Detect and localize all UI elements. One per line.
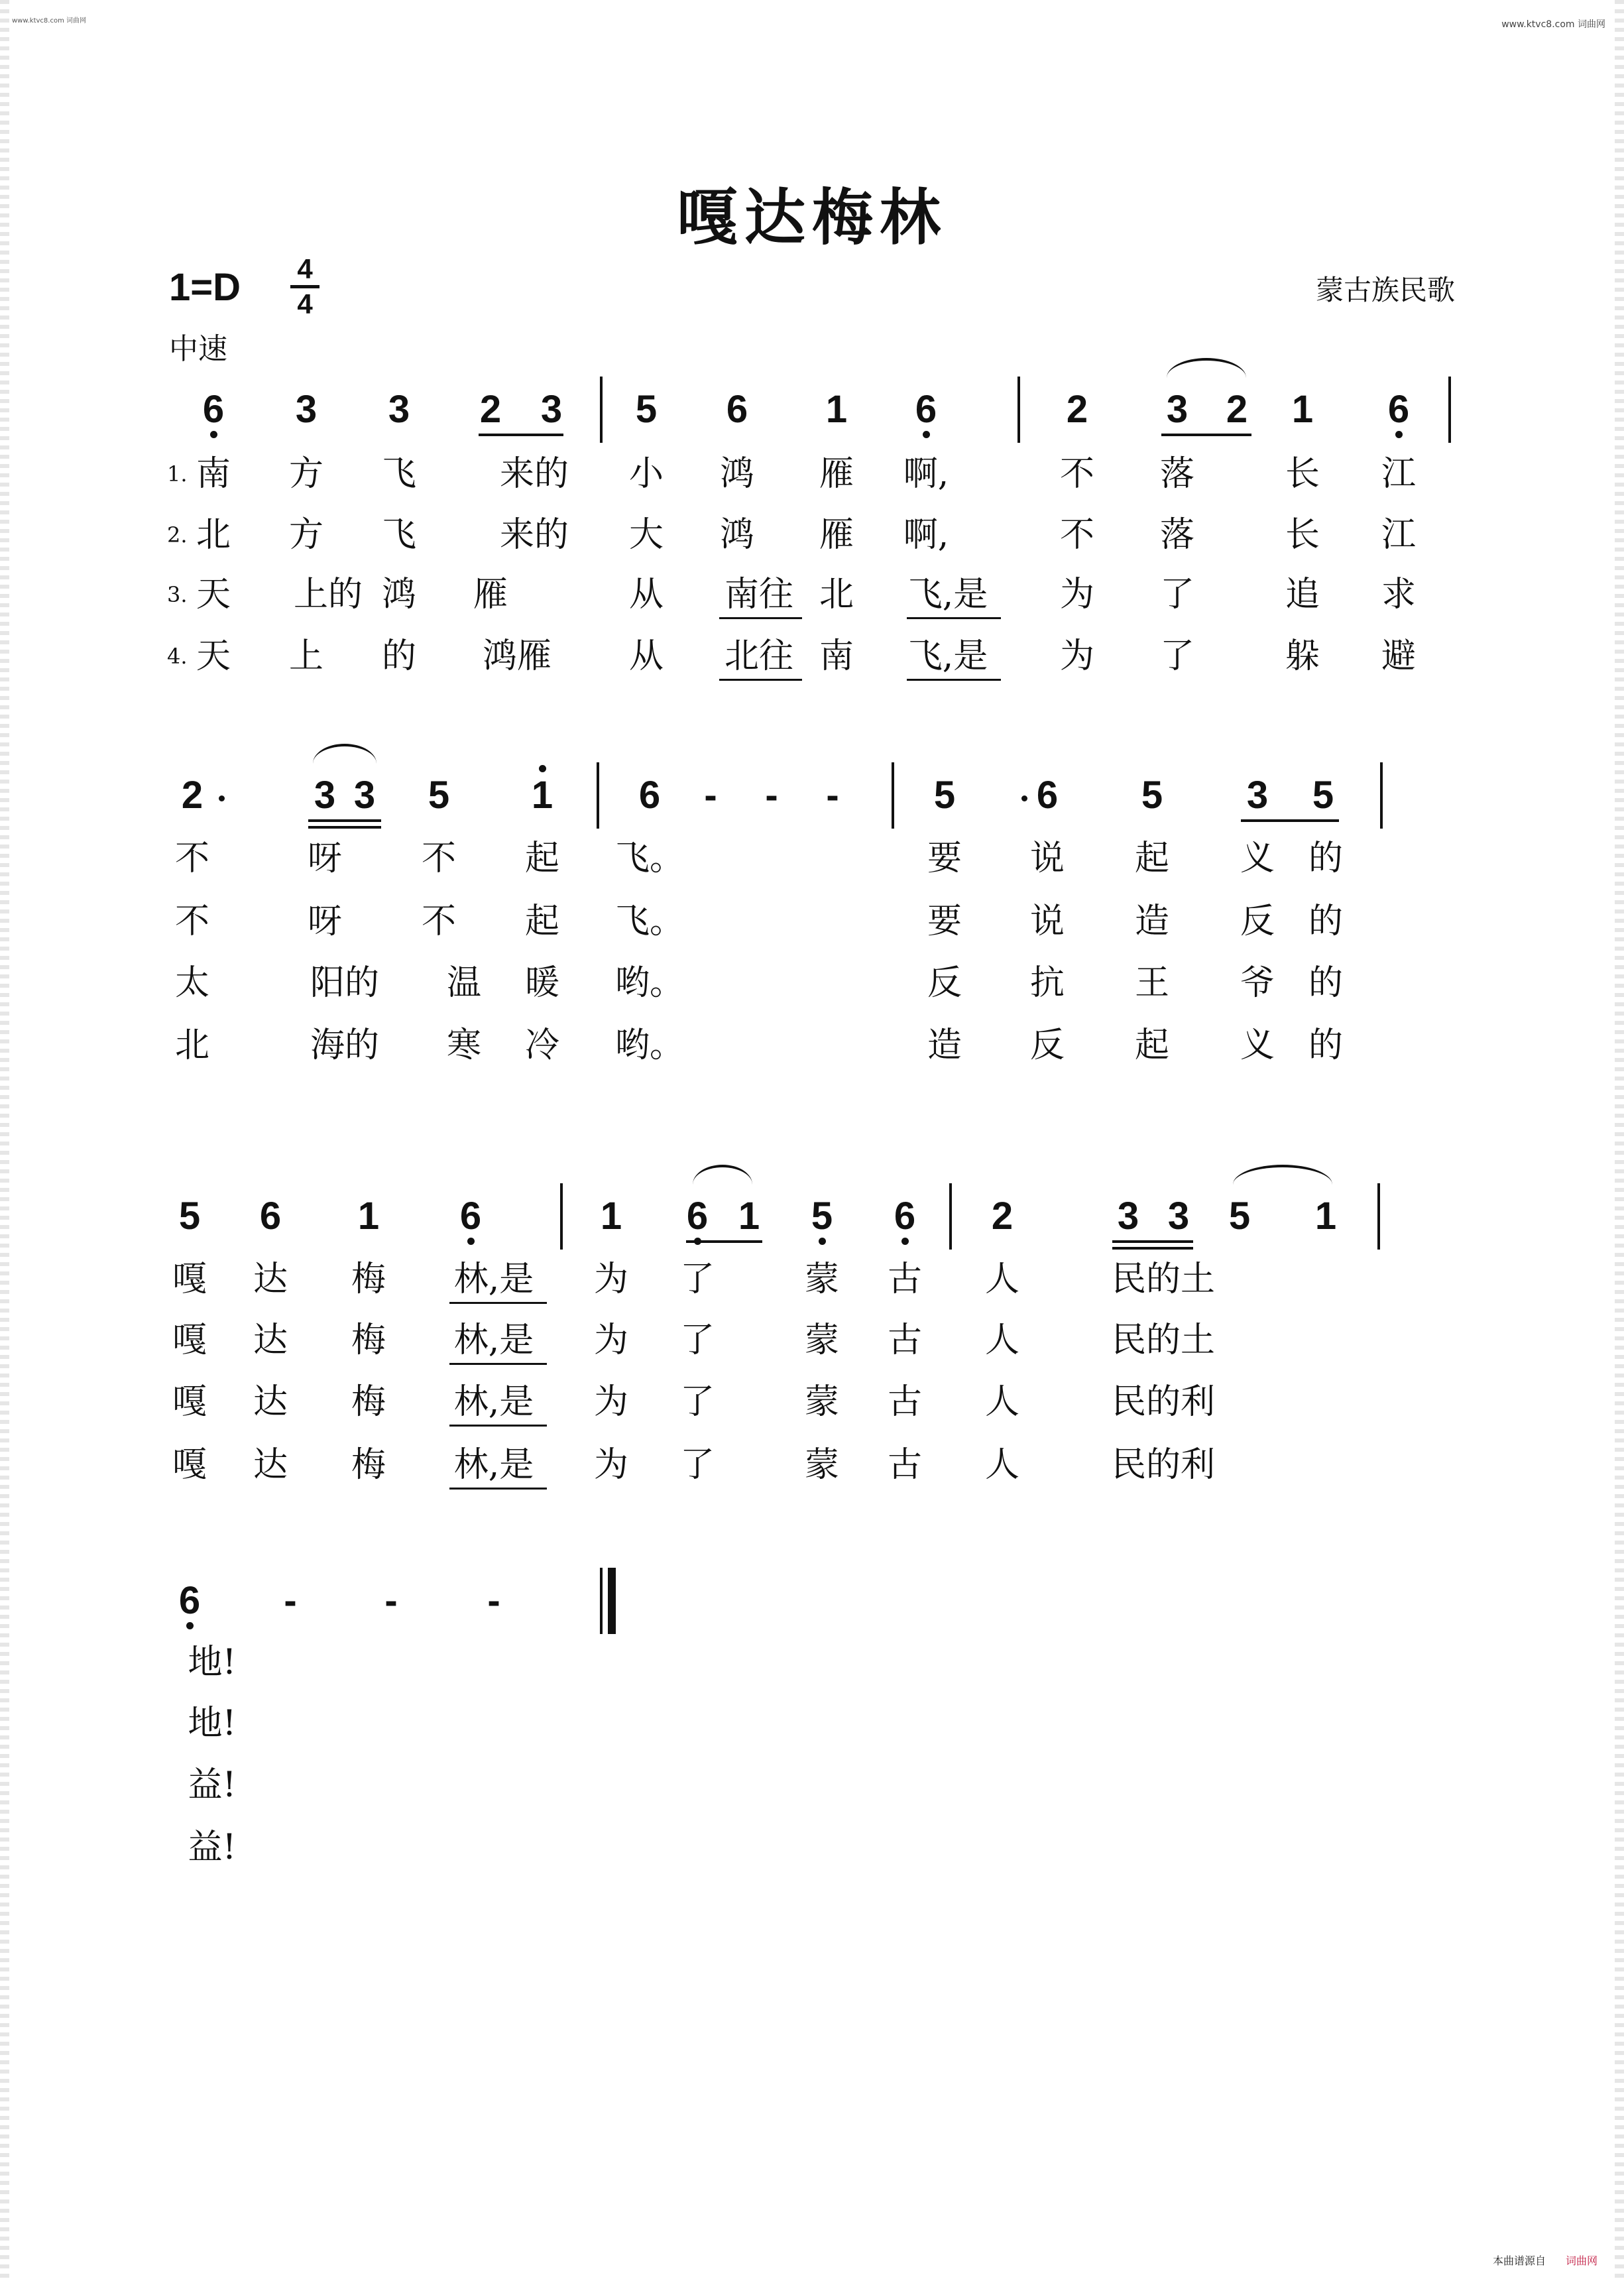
lyric-syllable: 嘎 [172,1259,207,1299]
note: 5 [635,388,658,431]
eighth-underline [1161,434,1251,436]
lyric-syllable: 嘎 [172,1445,207,1485]
note: - [765,774,778,817]
eighth-underline [1112,1240,1193,1243]
lyric-syllable: 为 [593,1320,628,1360]
lyric-syllable: 鸿 [719,454,754,494]
lyric-syllable: 蒙 [804,1320,839,1360]
lyric-syllable: 义 [1240,839,1275,878]
site-watermark-top-left: www.ktvc8.com 词曲网 [12,17,87,25]
low-octave-dot [1395,431,1403,438]
lyric-syllable: 天 [196,636,231,676]
note: - [704,774,717,817]
lyric-syllable: 达 [253,1382,288,1422]
lyric-syllable: 了 [1159,636,1194,676]
time-signature [290,255,319,318]
lyric-syllable: 不 [421,839,456,878]
lyric-syllable: 飞,是 [907,636,988,676]
lyric-syllable: 江 [1381,515,1416,555]
lyric-syllable: 林,是 [453,1382,534,1422]
note: 5 [1312,774,1334,817]
lyric-syllable: 飞 [381,454,416,494]
barline [1448,377,1451,443]
lyric-syllable: 南往 [724,575,793,615]
lyric-syllable: 林,是 [453,1259,534,1299]
lyric-syllable: 海的 [310,1025,379,1065]
lyric-syllable: 起 [1134,839,1169,878]
lyric-syllable: 哟。 [614,1025,684,1065]
lyric-syllable: 达 [253,1320,288,1360]
lyric-syllable: 南 [196,454,231,494]
lyric-syllable: 说 [1029,902,1065,941]
page-footer [1493,2253,1597,2268]
note: 3 [1246,774,1269,817]
lyric-syllable: 不 [1059,454,1094,494]
site-watermark-top-right: www.ktvc8.com 词曲网 [1501,19,1605,30]
lyric-syllable: 益! [188,1765,237,1805]
lyric-underline [449,1363,547,1365]
lyric-syllable: 为 [593,1259,628,1299]
lyric-syllable: 落 [1159,454,1194,494]
lyric-syllable: 林,是 [453,1320,534,1360]
lyric-syllable: 来的 [499,454,569,494]
note: 6 [894,1195,916,1238]
low-octave-dot [186,1622,194,1629]
lyric-syllable: 了 [1159,575,1194,615]
footer-source-label: 本曲谱源自 [1492,2254,1546,2267]
lyric-underline [449,1425,547,1427]
lyric-syllable: 长 [1285,454,1320,494]
lyric-syllable: 要 [927,902,962,941]
lyric-syllable: 蒙 [804,1259,839,1299]
lyric-syllable: 的 [381,636,416,676]
lyric-syllable: 梅 [351,1320,386,1360]
lyric-syllable: 嘎 [172,1320,207,1360]
note: 1 [1314,1195,1337,1238]
barline [560,1183,563,1250]
note: 1 [825,388,848,431]
note: - [384,1579,398,1622]
lyric-syllable: 古 [887,1259,922,1299]
lyric-syllable: 蒙 [804,1445,839,1485]
lyric-syllable: 反 [1240,902,1275,941]
lyric-syllable: 达 [253,1259,288,1299]
lyric-syllable: 地! [188,1704,237,1743]
lyric-syllable: 益! [188,1828,237,1867]
lyric-syllable: 说 [1029,839,1065,878]
note: 1 [738,1195,760,1238]
lyric-syllable: 林,是 [453,1445,534,1485]
lyric-syllable: 梅 [351,1382,386,1422]
note: 3 [295,388,318,431]
note: 3 [1166,388,1189,431]
lyric-syllable: 飞。 [614,839,684,878]
lyric-underline [907,617,1001,619]
low-octave-dot [819,1238,826,1245]
lyric-syllable: 北 [196,515,231,555]
augmentation-dot [1021,795,1027,801]
note: 5 [1228,1195,1251,1238]
note: 3 [314,774,336,817]
lyric-syllable: 避 [1381,636,1416,676]
lyric-syllable: 呀 [307,902,342,941]
barline [1380,762,1383,829]
final-barline [608,1568,616,1634]
lyric-syllable: 雁 [819,454,854,494]
lyric-syllable: 要 [927,839,962,878]
lyric-syllable: 暖 [524,963,559,1003]
lyric-syllable: 起 [524,902,559,941]
lyric-syllable: 了 [679,1320,715,1360]
lyric-syllable: 的 [1308,963,1343,1003]
lyric-syllable: 小 [628,454,664,494]
lyric-syllable: 民的土 [1111,1259,1215,1299]
lyric-syllable: 北 [819,575,854,615]
note: 5 [811,1195,833,1238]
verse-number: 4. [167,644,188,669]
lyric-syllable: 的 [1308,1025,1343,1065]
time-signature-top: 4 [297,253,313,284]
lyric-syllable: 长 [1285,515,1320,555]
lyric-syllable: 了 [679,1445,715,1485]
song-title: 嘎达梅林 [676,182,947,253]
sixteenth-underline [308,826,381,829]
note: - [284,1579,297,1622]
lyric-syllable: 北 [174,1025,209,1065]
barline [600,377,603,443]
lyric-syllable: 落 [1159,515,1194,555]
verse-number: 2. [167,522,188,548]
lyric-syllable: 飞。 [614,902,684,941]
lyric-syllable: 义 [1240,1025,1275,1065]
note: 3 [388,388,410,431]
lyric-syllable: 方 [288,454,323,494]
lyric-syllable: 梅 [351,1259,386,1299]
verse-number: 3. [167,582,188,607]
footer-site-name: 词曲网 [1565,2254,1597,2267]
lyric-syllable: 的 [1308,839,1343,878]
lyric-underline [907,679,1001,681]
lyric-syllable: 人 [984,1259,1019,1299]
augmentation-dot [219,795,225,801]
barline [1377,1183,1380,1250]
note: 6 [915,388,937,431]
eighth-underline [308,819,381,822]
note: 2 [479,388,502,431]
lyric-syllable: 鸿 [381,575,416,615]
lyric-syllable: 造 [927,1025,962,1065]
lyric-syllable: 啊, [903,515,949,555]
lyric-syllable: 追 [1285,575,1320,615]
sixteenth-underline [1112,1247,1193,1250]
lyric-syllable: 鸿 [719,515,754,555]
song-origin: 蒙古族民歌 [1315,274,1455,306]
lyric-syllable: 了 [679,1382,715,1422]
lyric-syllable: 蒙 [804,1382,839,1422]
lyric-syllable: 王 [1134,963,1169,1003]
low-octave-dot [923,431,930,438]
note: 1 [1291,388,1314,431]
lyric-syllable: 抗 [1029,963,1065,1003]
note: 6 [178,1579,201,1622]
lyric-syllable: 起 [1134,1025,1169,1065]
lyric-syllable: 阳的 [310,963,379,1003]
eighth-underline [1241,819,1339,822]
eighth-underline [479,434,563,436]
tie-slur [1167,358,1246,378]
lyric-syllable: 不 [174,839,209,878]
lyric-syllable: 飞 [381,515,416,555]
verse-number: 1. [167,461,188,487]
lyric-syllable: 从 [628,575,664,615]
lyric-syllable: 南 [819,636,854,676]
barline [597,762,599,829]
lyric-syllable: 反 [927,963,962,1003]
lyric-syllable: 冷 [524,1025,559,1065]
note: 1 [357,1195,380,1238]
high-octave-dot [539,765,546,772]
note: 1 [531,774,553,817]
note: 2 [1226,388,1248,431]
lyric-syllable: 雁 [473,575,508,615]
right-page-edge [1615,0,1624,2283]
note: 3 [1167,1195,1190,1238]
lyric-underline [719,679,802,681]
lyric-syllable: 鸿雁 [482,636,551,676]
note: 5 [428,774,450,817]
lyric-syllable: 上的 [293,575,363,615]
lyric-syllable: 梅 [351,1445,386,1485]
lyric-syllable: 江 [1381,454,1416,494]
lyric-syllable: 方 [288,515,323,555]
lyric-syllable: 从 [628,636,664,676]
lyric-syllable: 民的利 [1111,1445,1215,1485]
note: - [826,774,839,817]
lyric-syllable: 天 [196,575,231,615]
note: - [487,1579,500,1622]
lyric-syllable: 古 [887,1382,922,1422]
note: 6 [638,774,661,817]
note: 3 [1117,1195,1139,1238]
note: 6 [259,1195,282,1238]
barline [1017,377,1020,443]
note: 6 [1036,774,1059,817]
note: 6 [686,1195,709,1238]
lyric-syllable: 嘎 [172,1382,207,1422]
lyric-syllable: 民的利 [1111,1382,1215,1422]
low-octave-dot [467,1238,475,1245]
lyric-syllable: 躲 [1285,636,1320,676]
lyric-syllable: 不 [421,902,456,941]
lyric-syllable: 哟。 [614,963,684,1003]
note: 6 [202,388,225,431]
low-octave-dot [210,431,217,438]
lyric-syllable: 飞,是 [907,575,988,615]
tempo-marking: 中速 [169,332,227,366]
key-signature: 1=D [169,266,241,309]
lyric-syllable: 为 [1059,636,1094,676]
lyric-syllable: 人 [984,1445,1019,1485]
lyric-underline [719,617,802,619]
lyric-syllable: 了 [679,1259,715,1299]
lyric-syllable: 求 [1381,575,1416,615]
lyric-syllable: 太 [174,963,209,1003]
lyric-syllable: 造 [1134,902,1169,941]
lyric-underline [449,1488,547,1490]
note: 2 [181,774,203,817]
lyric-syllable: 民的土 [1111,1320,1215,1360]
note: 2 [1066,388,1088,431]
time-signature-bottom: 4 [297,288,313,320]
lyric-syllable: 达 [253,1445,288,1485]
lyric-syllable: 古 [887,1445,922,1485]
tie-slur [1233,1165,1332,1185]
left-page-edge [0,0,9,2283]
lyric-underline [449,1302,547,1304]
tie-slur [693,1165,752,1185]
tie-slur [313,744,377,764]
lyric-syllable: 啊, [903,454,949,494]
note: 1 [600,1195,622,1238]
lyric-syllable: 寒 [446,1025,481,1065]
lyric-syllable: 爷 [1240,963,1275,1003]
note: 3 [540,388,563,431]
lyric-syllable: 上 [288,636,323,676]
lyric-syllable: 雁 [819,515,854,555]
note: 5 [1141,774,1163,817]
eighth-underline [686,1240,762,1243]
lyric-syllable: 为 [1059,575,1094,615]
note: 6 [1387,388,1410,431]
note: 3 [353,774,376,817]
note: 5 [933,774,956,817]
note: 2 [991,1195,1014,1238]
lyric-syllable: 的 [1308,902,1343,941]
lyric-syllable: 起 [524,839,559,878]
note: 6 [459,1195,482,1238]
lyric-syllable: 来的 [499,515,569,555]
lyric-syllable: 北往 [724,636,793,676]
lyric-syllable: 不 [174,902,209,941]
lyric-syllable: 呀 [307,839,342,878]
lyric-syllable: 人 [984,1320,1019,1360]
lyric-syllable: 反 [1029,1025,1065,1065]
barline [892,762,894,829]
barline [600,1568,603,1634]
lyric-syllable: 地! [188,1643,237,1682]
lyric-syllable: 温 [446,963,481,1003]
lyric-syllable: 为 [593,1382,628,1422]
note: 5 [178,1195,201,1238]
note: 6 [726,388,748,431]
lyric-syllable: 古 [887,1320,922,1360]
lyric-syllable: 为 [593,1445,628,1485]
lyric-syllable: 人 [984,1382,1019,1422]
lyric-syllable: 不 [1059,515,1094,555]
barline [949,1183,952,1250]
lyric-syllable: 大 [628,515,664,555]
low-octave-dot [901,1238,909,1245]
